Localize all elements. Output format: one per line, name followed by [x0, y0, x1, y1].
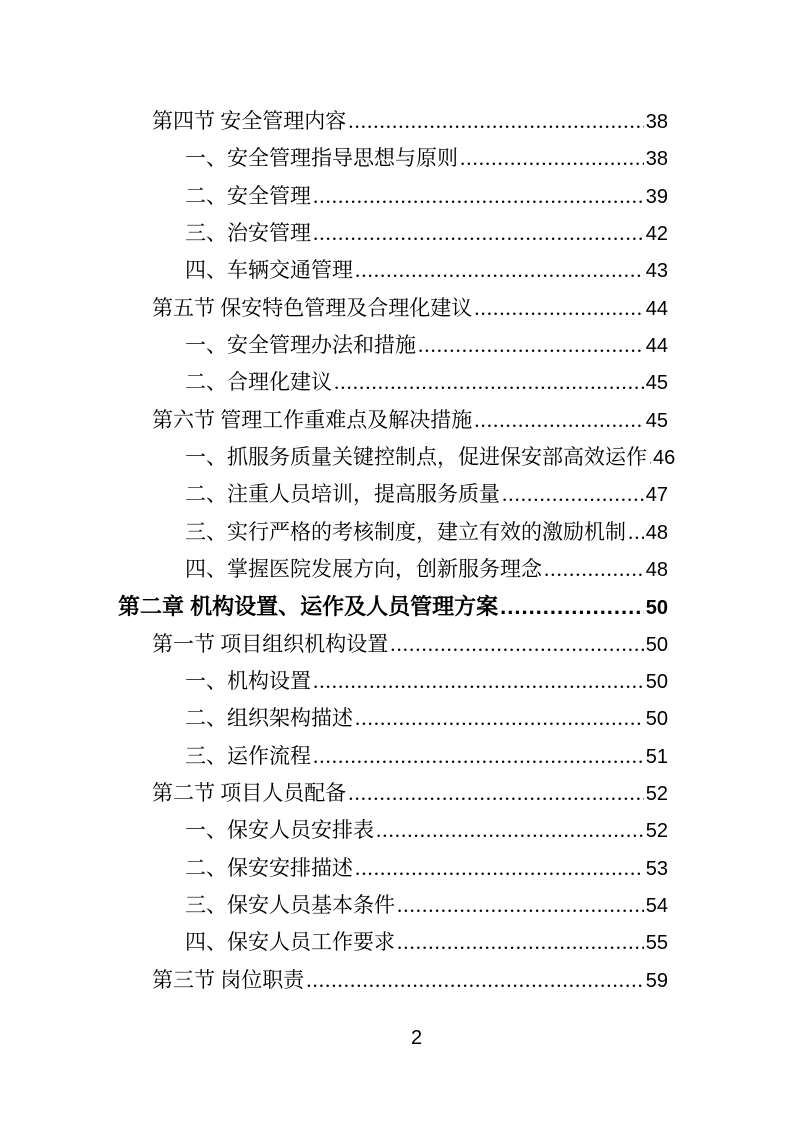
toc-entry[interactable]	[0, 327, 668, 364]
toc-entry[interactable]	[0, 924, 668, 961]
toc-entry[interactable]	[0, 738, 668, 775]
dot-leader	[416, 327, 644, 364]
toc-entry-page: 50	[645, 670, 668, 693]
dot-leader	[458, 140, 644, 177]
toc-entry[interactable]	[0, 140, 668, 177]
toc-entry-page: 52	[645, 820, 668, 843]
toc-entry-page: 47	[645, 484, 668, 507]
toc-entry-page: 45	[645, 372, 668, 395]
toc-entry[interactable]	[0, 364, 668, 401]
toc-entry-page: 53	[645, 857, 668, 880]
toc-entry-label: 第一节 项目组织机构设置	[152, 631, 389, 656]
dot-leader	[332, 364, 644, 401]
toc-entry[interactable]	[0, 439, 676, 476]
toc-entry-page: 42	[645, 222, 668, 245]
toc-entry-page: 50	[645, 708, 668, 731]
dot-leader	[374, 812, 644, 849]
toc-entry-page: 38	[645, 148, 668, 171]
dot-leader	[388, 626, 644, 663]
toc-entry-label: 二、安全管理	[185, 183, 311, 208]
dot-leader	[353, 252, 644, 289]
dot-leader	[304, 962, 644, 999]
toc-entry-page: 50	[645, 633, 668, 656]
dot-leader	[395, 924, 644, 961]
toc-entry-label: 三、运作流程	[185, 743, 311, 768]
dot-leader	[311, 663, 644, 700]
dot-leader	[346, 775, 644, 812]
dot-leader	[542, 551, 644, 588]
toc-entry-page: 38	[645, 111, 668, 133]
toc-entry-page: 51	[645, 745, 668, 768]
toc-entry-label: 二、注重人员培训，提高服务质量	[185, 482, 500, 507]
toc-entry[interactable]	[0, 663, 668, 700]
dot-leader	[395, 887, 644, 924]
toc-entry-page: 55	[645, 932, 668, 955]
toc-entry-label: 四、掌握医院发展方向，创新服务理念	[185, 556, 542, 581]
toc-entry[interactable]	[0, 850, 668, 887]
toc-entry-page: 50	[645, 597, 668, 620]
toc-entry[interactable]	[0, 700, 668, 737]
toc-entry-label: 三、治安管理	[185, 220, 311, 245]
toc-entry[interactable]	[0, 215, 668, 252]
toc-entry[interactable]	[0, 775, 668, 812]
dot-leader	[500, 476, 644, 513]
toc-entry-page: 43	[645, 260, 668, 283]
toc-entry-label: 第五节 保安特色管理及合理化建议	[152, 295, 473, 320]
dot-leader	[311, 215, 644, 252]
toc-entry-label: 一、抓服务质量关键控制点，促进保安部高效运作	[185, 444, 647, 469]
toc-entry-page: 48	[645, 521, 668, 544]
toc-entry-label: 二、组织架构描述	[185, 706, 353, 731]
toc-entry-label: 第二节 项目人员配备	[152, 780, 347, 805]
toc-entry[interactable]	[0, 290, 668, 327]
toc-entry-label: 一、保安人员安排表	[185, 818, 374, 843]
dot-leader	[498, 588, 644, 625]
dot-leader	[626, 514, 644, 551]
toc-entry[interactable]	[0, 514, 668, 551]
toc-entry[interactable]	[0, 962, 668, 999]
dot-leader	[311, 178, 644, 215]
toc-entry-page: 45	[645, 409, 668, 432]
toc-entry-label: 一、机构设置	[185, 668, 311, 693]
toc-entry-label: 二、保安安排描述	[185, 855, 353, 880]
toc-entry-label: 第六节 管理工作重难点及解决措施	[152, 407, 473, 432]
toc-entry-page: 39	[645, 185, 668, 208]
dot-leader	[472, 402, 644, 439]
toc-entry-label: 第四节 安全管理内容	[152, 109, 347, 133]
toc-entry[interactable]	[0, 887, 668, 924]
dot-leader	[472, 290, 644, 327]
toc-entry-label: 一、安全管理办法和措施	[185, 332, 416, 357]
table-of-contents	[0, 103, 676, 999]
page-footer	[0, 1027, 793, 1050]
toc-entry-label: 三、实行严格的考核制度，建立有效的激励机制	[185, 519, 626, 544]
toc-entry[interactable]	[0, 476, 668, 513]
toc-entry-label: 二、合理化建议	[185, 370, 332, 395]
toc-entry-page: 54	[645, 894, 668, 917]
toc-entry[interactable]	[0, 626, 668, 663]
toc-entry-page: 59	[645, 969, 668, 992]
toc-entry-label: 第二章 机构设置、运作及人员管理方案	[118, 594, 499, 620]
toc-entry[interactable]	[0, 812, 668, 849]
toc-entry[interactable]	[0, 402, 668, 439]
toc-entry-chapter[interactable]	[0, 588, 668, 625]
toc-entry-page: 44	[645, 334, 668, 357]
toc-entry-page: 48	[645, 558, 668, 581]
toc-entry[interactable]	[0, 551, 668, 588]
toc-entry[interactable]	[0, 178, 668, 215]
toc-entry-page: 44	[645, 297, 668, 320]
toc-entry[interactable]	[0, 103, 668, 140]
toc-entry-label: 三、保安人员基本条件	[185, 892, 395, 917]
toc-entry[interactable]	[0, 252, 668, 289]
dot-leader	[353, 700, 644, 737]
dot-leader	[346, 103, 644, 140]
page-number: 2	[410, 1027, 423, 1049]
toc-entry-label: 四、保安人员工作要求	[185, 930, 395, 955]
toc-entry-label: 四、车辆交通管理	[185, 258, 353, 283]
toc-entry-label: 一、安全管理指导思想与原则	[185, 146, 458, 171]
toc-entry-page: 46	[653, 446, 676, 469]
dot-leader	[311, 738, 644, 775]
toc-entry-page: 52	[645, 782, 668, 805]
dot-leader	[353, 850, 644, 887]
toc-entry-label: 第三节 岗位职责	[152, 967, 305, 992]
